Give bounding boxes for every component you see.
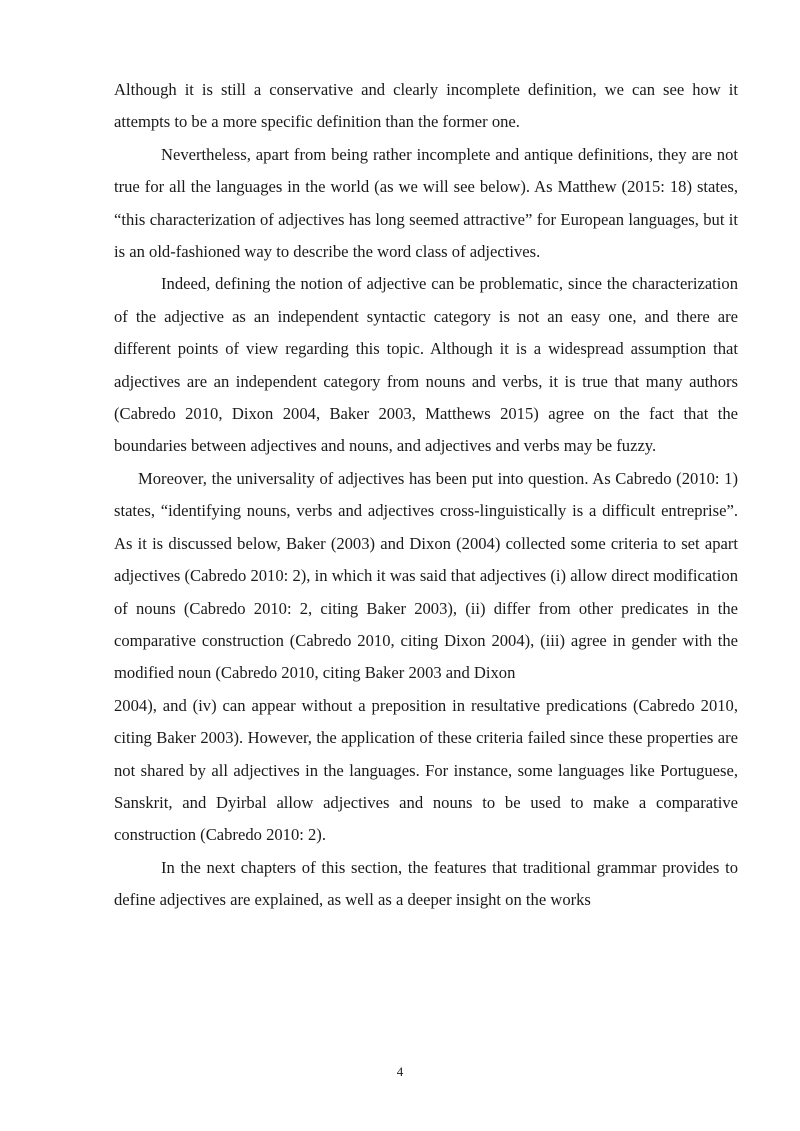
body-text xyxy=(114,74,738,917)
paragraph-continuation: Although it is still a conservative and clearly incomplete definition, we can see how it attempts to be a more specific definition than the former one. xyxy=(114,80,738,132)
paragraph-next-chapters: In the next chapters of this section, the features that traditional grammar provides to define adjectives are explained, as well as a deeper insight on the works xyxy=(114,857,738,910)
page-number: 4 xyxy=(396,1064,404,1079)
paragraph-indeed: Indeed, defining the notion of adjective can be problematic, since the characterization of the adjective as an independent syntactic category is not an easy one, and there are different points of view regarding this topic. Although it is a widespread assumption that adjectives are an independent category from nouns and verbs, it is true that many authors (Cabredo 2010, Dixon 2004, Baker 2003, Matthews 2015) agree on the fact that the boundaries between adjectives and nouns, and adjectives and verbs may be fuzzy. xyxy=(114,274,738,456)
paragraph-nevertheless: Nevertheless, apart from being rather incomplete and antique definitions, they are not true for all the languages in the world (as we will see below). As Matthew (2015: 18) states, “this characterization of adjectives has long seemed attractive” for European languages, but it is an old-fashioned way to describe the word class of adjectives. xyxy=(114,144,738,262)
paragraph-criteria-continuation: 2004), and (iv) can appear without a preposition in resultative predications (Cabredo 2010, citing Baker 2003). However, the application of these criteria failed since these properties are not shared by all adjectives in the languages. For instance, some languages like Portuguese, Sanskrit, and Dyirbal allow adjectives and nouns to be used to make a comparative construction (Cabredo 2010: 2). xyxy=(114,695,738,845)
paragraph-moreover: Moreover, the universality of adjectives has been put into question. As Cabredo (2010: 1) states, “identifying nouns, verbs and adjectives cross-linguistically is a difficult entreprise”. As it is discussed below, Baker (2003) and Dixon (2004) collected some criteria to set apart adjectives (Cabredo 2010: 2), in which it was said that adjectives (i) allow direct modification of nouns (Cabredo 2010: 2, citing Baker 2003), (ii) differ from other predicates in the comparative construction (Cabredo 2010, citing Dixon 2004), (iii) agree in gender with the modified noun (Cabredo 2010, citing Baker 2003 and Dixon xyxy=(114,468,738,683)
